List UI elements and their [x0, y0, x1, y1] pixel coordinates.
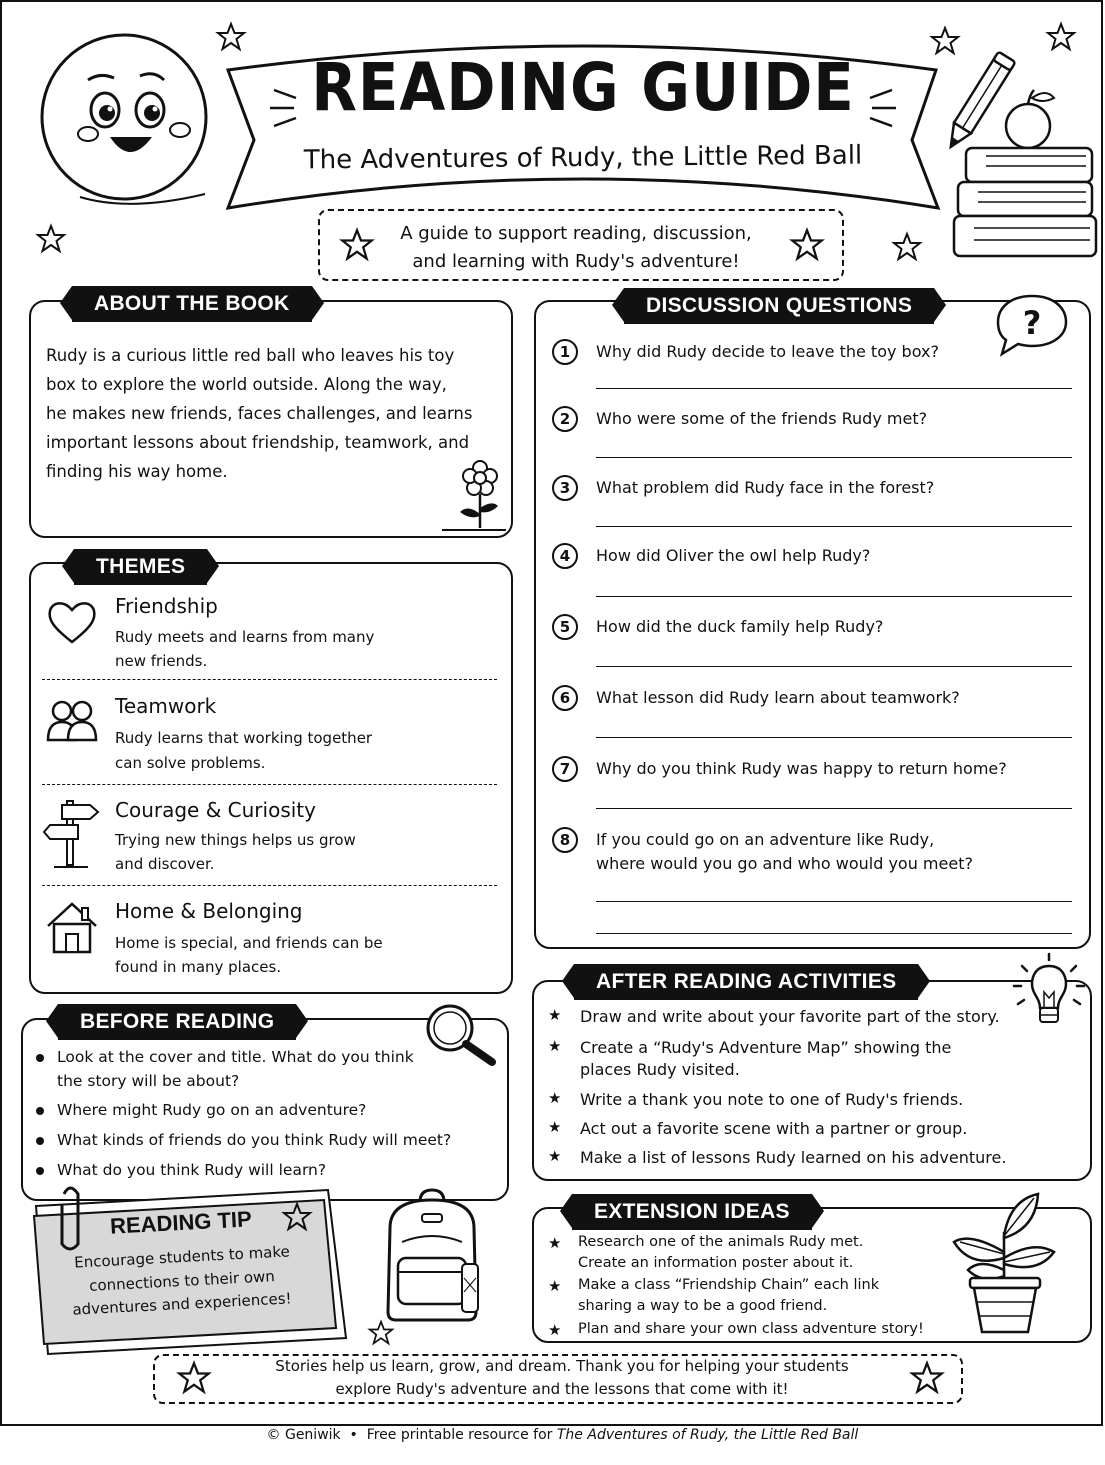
question-text: How did Oliver the owl help Rudy?	[596, 546, 871, 565]
lightbulb-icon	[1010, 952, 1088, 1032]
question-text: Why did Rudy decide to leave the toy box?	[596, 342, 939, 361]
reading-tip-line: connections to their own	[88, 1267, 276, 1295]
star-icon	[282, 1202, 312, 1232]
star-icon	[892, 232, 922, 262]
question-number: 1	[552, 339, 578, 365]
after-reading-item: Draw and write about your favorite part of the story.	[580, 1007, 1000, 1026]
potted-plant-icon	[950, 1192, 1060, 1338]
question-number: 8	[552, 827, 578, 853]
answer-line[interactable]	[596, 388, 1072, 389]
answer-line[interactable]	[596, 457, 1072, 458]
question-text: What problem did Rudy face in the forest?	[596, 478, 935, 497]
question-bubble-icon	[994, 290, 1070, 360]
divider	[42, 784, 497, 785]
divider	[42, 679, 497, 680]
star-bullet-icon: ★	[548, 1234, 562, 1252]
footer-book-title: The Adventures of Rudy, the Little Red Ball	[556, 1427, 859, 1443]
before-reading-item: What kinds of friends do you think Rudy will meet?	[57, 1131, 452, 1149]
extension-item: sharing a way to be a good friend.	[578, 1298, 828, 1314]
star-bullet-icon: ★	[548, 1037, 562, 1055]
star-bullet-icon: ★	[548, 1147, 562, 1165]
after-reading-item: Act out a favorite scene with a partner or group.	[580, 1119, 968, 1138]
question-number: 4	[552, 543, 578, 569]
about-book-line: Rudy is a curious little red ball who leaves his toy	[46, 346, 455, 365]
extension-item: Create an information poster about it.	[578, 1255, 854, 1271]
answer-line[interactable]	[596, 737, 1072, 738]
extension-item: Plan and share your own class adventure story!	[578, 1321, 924, 1337]
about-book-line: important lessons about friendship, teamwork, and	[46, 433, 470, 452]
about-book-heading: ABOUT THE BOOK	[72, 286, 312, 322]
star-icon	[1046, 22, 1076, 52]
house-icon	[44, 900, 100, 956]
after-reading-item: Create a “Rudy's Adventure Map” showing the	[580, 1038, 952, 1057]
smiling-ball-illustration	[40, 22, 215, 202]
theme-title: Teamwork	[115, 694, 217, 718]
reading-tip-line: adventures and experiences!	[72, 1289, 292, 1319]
about-book-line: box to explore the world outside. Along the way,	[46, 375, 447, 394]
star-icon	[910, 1361, 944, 1395]
heart-icon	[46, 598, 98, 646]
answer-line[interactable]	[596, 526, 1072, 527]
star-bullet-icon: ★	[548, 1089, 562, 1107]
answer-line[interactable]	[596, 901, 1072, 902]
reading-tip-line: Encourage students to make	[73, 1242, 291, 1272]
question-number: 6	[552, 685, 578, 711]
closing-text-line1: Stories help us learn, grow, and dream. Thank you for helping your students	[275, 1357, 849, 1375]
star-bullet-icon: ★	[548, 1321, 562, 1339]
bullet	[36, 1054, 44, 1062]
star-icon	[340, 228, 374, 262]
question-number: 2	[552, 406, 578, 432]
magnifying-glass-icon	[422, 1000, 500, 1070]
star-icon	[368, 1320, 394, 1346]
before-reading-heading: BEFORE READING	[58, 1004, 296, 1040]
extension-heading: EXTENSION IDEAS	[572, 1194, 812, 1230]
people-icon	[46, 698, 98, 744]
flower-icon	[438, 458, 508, 534]
book-subtitle: The Adventures of Rudy, the Little Red Ball	[303, 140, 863, 176]
svg-text:?: ?	[1022, 304, 1042, 342]
theme-desc: Trying new things helps us grow	[115, 831, 356, 849]
divider	[42, 885, 497, 886]
theme-desc: Rudy learns that working together	[115, 729, 373, 747]
after-reading-item: Write a thank you note to one of Rudy's friends.	[580, 1090, 964, 1109]
before-reading-item: the story will be about?	[57, 1072, 240, 1090]
discussion-heading: DISCUSSION QUESTIONS	[624, 288, 934, 324]
theme-title: Courage & Curiosity	[115, 798, 316, 822]
intro-text-line2: and learning with Rudy's adventure!	[412, 251, 740, 272]
question-text: Why do you think Rudy was happy to return home?	[596, 759, 1007, 778]
extension-item: Research one of the animals Rudy met.	[578, 1234, 864, 1250]
about-book-line: he makes new friends, faces challenges, and learns	[46, 404, 473, 423]
page-title: READING GUIDE	[311, 49, 855, 126]
answer-line[interactable]	[596, 933, 1072, 934]
theme-title: Home & Belonging	[115, 899, 303, 923]
bullet	[36, 1167, 44, 1175]
themes-heading: THEMES	[74, 549, 207, 585]
question-text: where would you go and who would you meet?	[596, 854, 973, 873]
question-text: Who were some of the friends Rudy met?	[596, 409, 928, 428]
footer-prefix: © Geniwik • Free printable resource for	[266, 1427, 557, 1443]
signpost-icon	[42, 797, 100, 871]
after-reading-item: places Rudy visited.	[580, 1060, 740, 1079]
theme-title: Friendship	[115, 594, 218, 618]
after-reading-heading: AFTER READING ACTIVITIES	[574, 964, 918, 1000]
question-text: How did the duck family help Rudy?	[596, 617, 884, 636]
intro-text-line1: A guide to support reading, discussion,	[400, 223, 752, 244]
backpack-icon	[376, 1188, 488, 1324]
answer-line[interactable]	[596, 808, 1072, 809]
before-reading-item: What do you think Rudy will learn?	[57, 1161, 327, 1179]
extension-item: Make a class “Friendship Chain” each link	[578, 1277, 880, 1293]
theme-desc: Rudy meets and learns from many	[115, 628, 375, 646]
theme-desc: can solve problems.	[115, 754, 266, 772]
answer-line[interactable]	[596, 596, 1072, 597]
question-number: 3	[552, 475, 578, 501]
question-text: What lesson did Rudy learn about teamwork?	[596, 688, 960, 707]
star-icon	[790, 228, 824, 262]
closing-text-line2: explore Rudy's adventure and the lessons that come with it!	[335, 1380, 789, 1398]
star-icon	[36, 224, 66, 254]
theme-desc: Home is special, and friends can be	[115, 934, 383, 952]
after-reading-item: Make a list of lessons Rudy learned on his adventure.	[580, 1148, 1007, 1167]
about-book-line: finding his way home.	[46, 462, 228, 481]
question-number: 7	[552, 756, 578, 782]
before-reading-item: Look at the cover and title. What do you think	[57, 1048, 414, 1066]
answer-line[interactable]	[596, 666, 1072, 667]
star-bullet-icon: ★	[548, 1118, 562, 1136]
books-apple-illustration	[950, 84, 1100, 266]
theme-desc: found in many places.	[115, 958, 282, 976]
footer-credit	[2, 1405, 1105, 1465]
before-reading-item: Where might Rudy go on an adventure?	[57, 1101, 367, 1119]
question-number: 5	[552, 614, 578, 640]
bullet	[36, 1107, 44, 1115]
star-icon	[177, 1361, 211, 1395]
theme-desc: new friends.	[115, 652, 208, 670]
star-bullet-icon: ★	[548, 1277, 562, 1295]
theme-desc: and discover.	[115, 855, 215, 873]
reading-tip-title: READING TIP	[109, 1206, 253, 1239]
star-bullet-icon: ★	[548, 1006, 562, 1024]
bullet	[36, 1137, 44, 1145]
question-text: If you could go on an adventure like Rudy,	[596, 830, 935, 849]
